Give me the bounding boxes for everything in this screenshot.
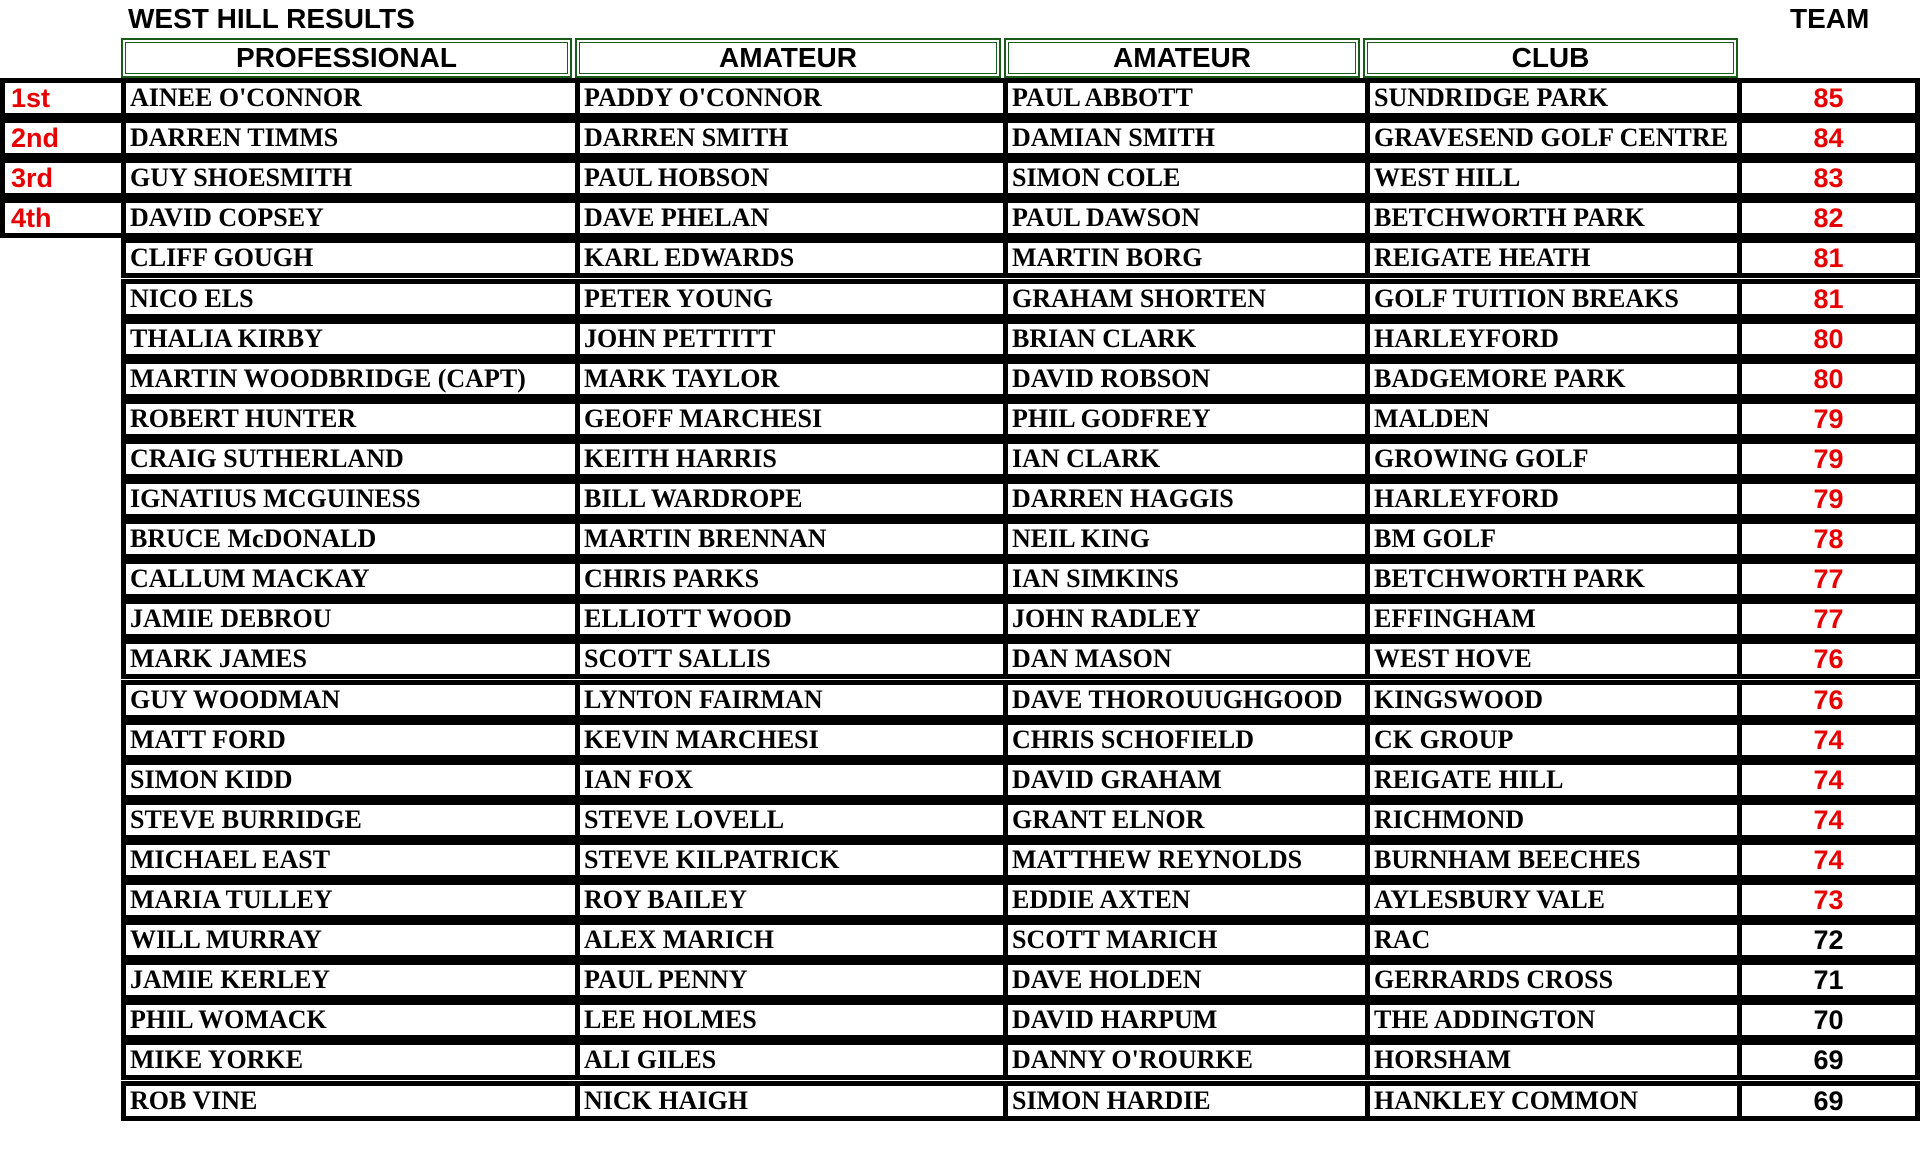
amateur-2-cell: DAVE HOLDEN [1003, 960, 1370, 1000]
amateur-2-cell: DANNY O'ROURKE [1003, 1040, 1370, 1080]
team-score-cell: 70 [1737, 1000, 1920, 1040]
amateur-2-cell: BRIAN CLARK [1003, 319, 1370, 359]
amateur-2-cell: DAN MASON [1003, 639, 1370, 679]
professional-cell: DARREN TIMMS [121, 118, 580, 158]
team-score-cell: 72 [1737, 920, 1920, 960]
professional-cell: ROBERT HUNTER [121, 399, 580, 439]
club-cell: WEST HOVE [1365, 639, 1742, 679]
position-label: 2nd [0, 118, 126, 158]
club-cell: BURNHAM BEECHES [1365, 840, 1742, 880]
club-cell: KINGSWOOD [1365, 680, 1742, 720]
amateur-2-cell: MARTIN BORG [1003, 238, 1370, 278]
professional-cell: MATT FORD [121, 720, 580, 760]
team-score-cell: 79 [1737, 439, 1920, 479]
amateur-1-cell: DAVE PHELAN [575, 198, 1008, 238]
amateur-1-cell: ROY BAILEY [575, 880, 1008, 920]
position-label: 1st [0, 78, 126, 118]
club-cell: MALDEN [1365, 399, 1742, 439]
professional-cell: MARIA TULLEY [121, 880, 580, 920]
table-row [0, 519, 1920, 559]
amateur-2-cell: IAN CLARK [1003, 439, 1370, 479]
amateur-2-cell: IAN SIMKINS [1003, 559, 1370, 599]
professional-cell: JAMIE DEBROU [121, 599, 580, 639]
professional-cell: BRUCE McDONALD [121, 519, 580, 559]
team-score-cell: 74 [1737, 840, 1920, 880]
professional-cell: NICO ELS [121, 279, 580, 319]
professional-cell: MICHAEL EAST [121, 840, 580, 880]
amateur-2-cell: EDDIE AXTEN [1003, 880, 1370, 920]
table-row [0, 279, 1920, 319]
amateur-2-cell: DAVE THOROUUGHGOOD [1003, 680, 1370, 720]
table-row [0, 1040, 1920, 1080]
table-row [0, 639, 1920, 679]
amateur-2-cell: PHIL GODFREY [1003, 399, 1370, 439]
amateur-1-cell: ELLIOTT WOOD [575, 599, 1008, 639]
club-cell: HARLEYFORD [1365, 319, 1742, 359]
professional-cell: GUY SHOESMITH [121, 158, 580, 198]
team-score-cell: 83 [1737, 158, 1920, 198]
amateur-1-cell: IAN FOX [575, 760, 1008, 800]
position-label: 3rd [0, 158, 126, 198]
table-row [0, 158, 1920, 198]
amateur-1-cell: LEE HOLMES [575, 1000, 1008, 1040]
amateur-1-cell: PAUL PENNY [575, 960, 1008, 1000]
professional-cell: GUY WOODMAN [121, 680, 580, 720]
amateur-2-cell: DAVID HARPUM [1003, 1000, 1370, 1040]
amateur-2-cell: SIMON HARDIE [1003, 1081, 1370, 1121]
professional-cell: CLIFF GOUGH [121, 238, 580, 278]
professional-cell: MARTIN WOODBRIDGE (CAPT) [121, 359, 580, 399]
header-amateur-2: AMATEUR [1004, 38, 1360, 78]
team-score-cell: 77 [1737, 599, 1920, 639]
table-row [0, 960, 1920, 1000]
table-row [0, 78, 1920, 118]
club-cell: HORSHAM [1365, 1040, 1742, 1080]
amateur-2-cell: MATTHEW REYNOLDS [1003, 840, 1370, 880]
club-cell: GROWING GOLF [1365, 439, 1742, 479]
club-cell: RAC [1365, 920, 1742, 960]
professional-cell: WILL MURRAY [121, 920, 580, 960]
professional-cell: DAVID COPSEY [121, 198, 580, 238]
club-cell: AYLESBURY VALE [1365, 880, 1742, 920]
amateur-2-cell: PAUL DAWSON [1003, 198, 1370, 238]
table-row [0, 1081, 1920, 1121]
professional-cell: ROB VINE [121, 1081, 580, 1121]
amateur-2-cell: GRANT ELNOR [1003, 800, 1370, 840]
amateur-1-cell: STEVE KILPATRICK [575, 840, 1008, 880]
professional-cell: MIKE YORKE [121, 1040, 580, 1080]
table-row [0, 920, 1920, 960]
position-label: 4th [0, 198, 126, 238]
club-cell: BM GOLF [1365, 519, 1742, 559]
header-amateur-1: AMATEUR [575, 38, 1001, 78]
amateur-1-cell: PADDY O'CONNOR [575, 78, 1008, 118]
table-row [0, 198, 1920, 238]
professional-cell: THALIA KIRBY [121, 319, 580, 359]
team-score-cell: 77 [1737, 559, 1920, 599]
amateur-1-cell: JOHN PETTITT [575, 319, 1008, 359]
professional-cell: PHIL WOMACK [121, 1000, 580, 1040]
professional-cell: IGNATIUS MCGUINESS [121, 479, 580, 519]
page-title: WEST HILL RESULTS [128, 3, 415, 34]
amateur-1-cell: ALEX MARICH [575, 920, 1008, 960]
team-score-cell: 79 [1737, 479, 1920, 519]
club-cell: HANKLEY COMMON [1365, 1081, 1742, 1121]
table-row [0, 599, 1920, 639]
professional-cell: CALLUM MACKAY [121, 559, 580, 599]
club-cell: REIGATE HEATH [1365, 238, 1742, 278]
table-row [0, 319, 1920, 359]
professional-cell: SIMON KIDD [121, 760, 580, 800]
amateur-2-cell: DAVID GRAHAM [1003, 760, 1370, 800]
club-cell: THE ADDINGTON [1365, 1000, 1742, 1040]
table-row [0, 399, 1920, 439]
results-table [0, 78, 1920, 1122]
amateur-2-cell: CHRIS SCHOFIELD [1003, 720, 1370, 760]
team-score-cell: 73 [1737, 880, 1920, 920]
amateur-2-cell: JOHN RADLEY [1003, 599, 1370, 639]
team-score-cell: 78 [1737, 519, 1920, 559]
table-row [0, 680, 1920, 720]
amateur-1-cell: KARL EDWARDS [575, 238, 1008, 278]
amateur-1-cell: PETER YOUNG [575, 279, 1008, 319]
header-professional: PROFESSIONAL [121, 38, 572, 78]
amateur-2-cell: GRAHAM SHORTEN [1003, 279, 1370, 319]
amateur-1-cell: KEITH HARRIS [575, 439, 1008, 479]
team-score-cell: 74 [1737, 720, 1920, 760]
club-cell: BADGEMORE PARK [1365, 359, 1742, 399]
table-row [0, 439, 1920, 479]
amateur-2-cell: SCOTT MARICH [1003, 920, 1370, 960]
club-cell: BETCHWORTH PARK [1365, 198, 1742, 238]
professional-cell: CRAIG SUTHERLAND [121, 439, 580, 479]
amateur-2-cell: DARREN HAGGIS [1003, 479, 1370, 519]
club-cell: HARLEYFORD [1365, 479, 1742, 519]
amateur-1-cell: MARK TAYLOR [575, 359, 1008, 399]
amateur-2-cell: PAUL ABBOTT [1003, 78, 1370, 118]
table-row [0, 479, 1920, 519]
club-cell: GRAVESEND GOLF CENTRE [1365, 118, 1742, 158]
team-score-cell: 80 [1737, 319, 1920, 359]
club-cell: GOLF TUITION BREAKS [1365, 279, 1742, 319]
table-row [0, 880, 1920, 920]
table-row [0, 359, 1920, 399]
team-score-cell: 79 [1737, 399, 1920, 439]
club-cell: GERRARDS CROSS [1365, 960, 1742, 1000]
professional-cell: STEVE BURRIDGE [121, 800, 580, 840]
club-cell: CK GROUP [1365, 720, 1742, 760]
club-cell: RICHMOND [1365, 800, 1742, 840]
amateur-2-cell: NEIL KING [1003, 519, 1370, 559]
amateur-1-cell: GEOFF MARCHESI [575, 399, 1008, 439]
table-row [0, 840, 1920, 880]
team-score-cell: 71 [1737, 960, 1920, 1000]
team-score-cell: 85 [1737, 78, 1920, 118]
club-cell: BETCHWORTH PARK [1365, 559, 1742, 599]
club-cell: REIGATE HILL [1365, 760, 1742, 800]
club-cell: EFFINGHAM [1365, 599, 1742, 639]
amateur-1-cell: STEVE LOVELL [575, 800, 1008, 840]
amateur-2-cell: SIMON COLE [1003, 158, 1370, 198]
club-cell: WEST HILL [1365, 158, 1742, 198]
team-score-cell: 82 [1737, 198, 1920, 238]
team-score-cell: 74 [1737, 760, 1920, 800]
table-row [0, 118, 1920, 158]
table-row [0, 1000, 1920, 1040]
amateur-1-cell: CHRIS PARKS [575, 559, 1008, 599]
club-cell: SUNDRIDGE PARK [1365, 78, 1742, 118]
professional-cell: JAMIE KERLEY [121, 960, 580, 1000]
table-row [0, 238, 1920, 278]
amateur-1-cell: NICK HAIGH [575, 1081, 1008, 1121]
team-score-cell: 81 [1737, 279, 1920, 319]
amateur-1-cell: PAUL HOBSON [575, 158, 1008, 198]
team-score-cell: 69 [1737, 1081, 1920, 1121]
team-score-cell: 74 [1737, 800, 1920, 840]
table-row [0, 559, 1920, 599]
amateur-2-cell: DAVID ROBSON [1003, 359, 1370, 399]
table-row [0, 720, 1920, 760]
table-header [121, 38, 1741, 78]
amateur-1-cell: BILL WARDROPE [575, 479, 1008, 519]
team-score-cell: 84 [1737, 118, 1920, 158]
header-club: CLUB [1363, 38, 1738, 78]
team-score-cell: 76 [1737, 680, 1920, 720]
amateur-1-cell: LYNTON FAIRMAN [575, 680, 1008, 720]
table-row [0, 800, 1920, 840]
team-score-cell: 81 [1737, 238, 1920, 278]
professional-cell: MARK JAMES [121, 639, 580, 679]
amateur-1-cell: DARREN SMITH [575, 118, 1008, 158]
team-score-cell: 76 [1737, 639, 1920, 679]
amateur-2-cell: DAMIAN SMITH [1003, 118, 1370, 158]
amateur-1-cell: SCOTT SALLIS [575, 639, 1008, 679]
amateur-1-cell: MARTIN BRENNAN [575, 519, 1008, 559]
team-score-cell: 69 [1737, 1040, 1920, 1080]
team-column-heading: TEAM [1790, 3, 1870, 34]
amateur-1-cell: ALI GILES [575, 1040, 1008, 1080]
table-row [0, 760, 1920, 800]
team-score-cell: 80 [1737, 359, 1920, 399]
amateur-1-cell: KEVIN MARCHESI [575, 720, 1008, 760]
professional-cell: AINEE O'CONNOR [121, 78, 580, 118]
